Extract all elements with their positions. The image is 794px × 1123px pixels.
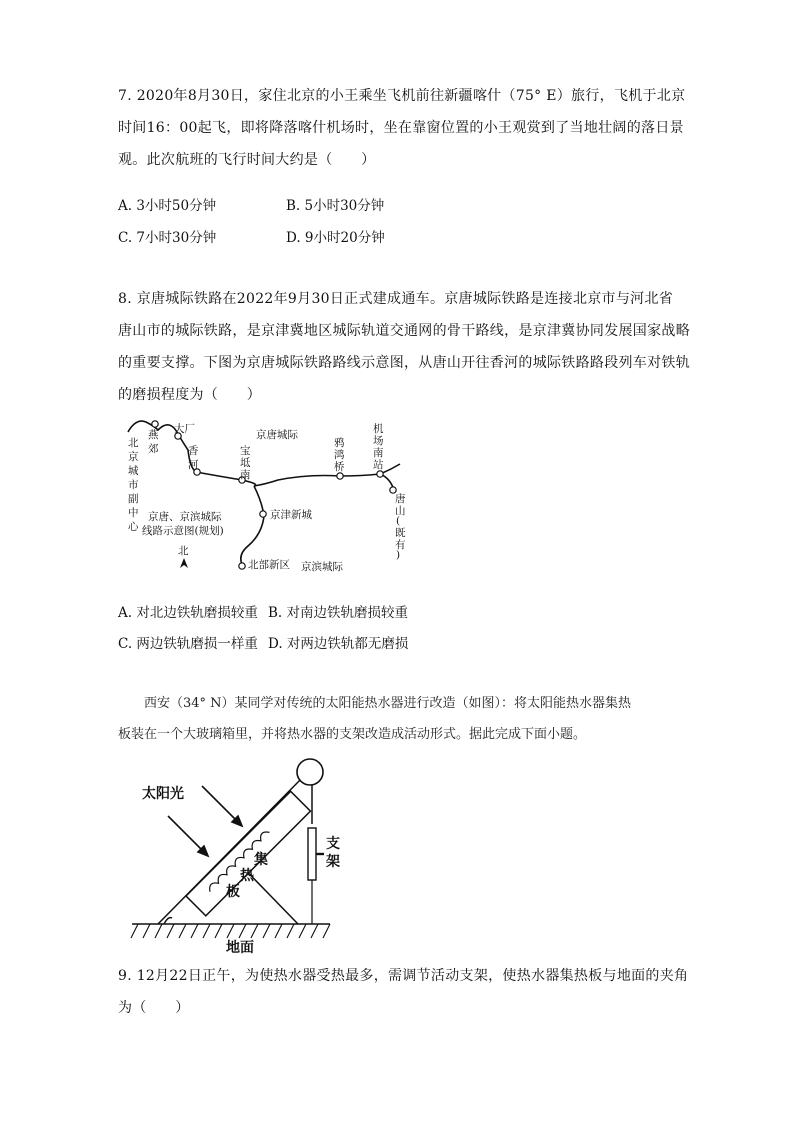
question-7-stem [118,80,688,176]
label-dachang: 大厂 [174,423,195,435]
question-9-intro-line-2: 板装在一个大玻璃箱里，并将热水器的支架改造成活动形式。据此完成下面小题。 [118,727,587,742]
label-tangshan-4: 既 [395,527,406,539]
label-jichang-2: 场 [373,435,384,447]
adjustable-support[interactable] [308,828,316,880]
label-yahongqiao-2: 鸿 [334,449,345,461]
label-tangshan-3: ( [396,515,401,527]
label-jichang-1: 机 [373,423,384,435]
solar-heater-diagram [128,756,348,956]
label-ban: 板 [226,884,240,900]
label-tangshan-5: 有 [395,539,406,551]
pulley-wheel [297,759,323,785]
map-labels [128,422,406,573]
station-jingjin-xincheng [260,511,266,517]
question-8-line-2: 唐山市的城际铁路，是京津冀地区城际轨道交通网的骨干路线，是京津冀协同发展国家战略 [118,323,690,339]
label-beijing-1: 北 [128,437,139,449]
label-sunlight: 太阳光 [142,786,184,802]
label-beijing-5: 副 [128,493,139,505]
label-beibu-xinqu: 北部新区 [248,559,290,571]
label-beijing-6: 中 [128,507,139,519]
label-baodi-1: 宝 [240,445,251,457]
question-7-option-b[interactable]: B. 5小时30分钟 [286,198,385,214]
label-xianghe-2: 河 [188,459,199,471]
label-yahongqiao-1: 鸦 [334,437,345,449]
station-jichang-nan [377,471,383,477]
railway-lines [128,421,400,568]
question-8-option-b[interactable]: B. 对南边铁轨磨损较重 [268,605,409,621]
station-beibu-xinqu [239,563,245,569]
question-8-option-d[interactable]: D. 对两边铁轨都无磨损 [268,636,409,652]
question-8-stem [118,283,688,411]
label-yanjiao-1: 燕 [148,429,159,441]
question-9-line-1: 9. 12月22日正午，为使热水器受热最多，需调节活动支架，使热水器集热板与地面的夹角 [118,968,689,984]
label-baodi-2: 坻 [240,457,251,469]
label-tangshan-2: 山 [395,505,406,517]
question-8-option-a[interactable]: A. 对北边铁轨磨损较重 [118,605,258,621]
label-jingtang-intercity: 京唐城际 [256,429,298,441]
label-north: 北 [178,545,189,557]
question-9-intro-line-1: 西安（34° N）某同学对传统的太阳能热水器进行改造（如图）：将太阳能热水器集热 [118,696,632,711]
station-yahongqiao [337,473,343,479]
label-legend-line-2: 线路示意图(规划) [142,525,224,537]
label-jingjin-xincheng: 京津新城 [270,509,312,521]
question-9-line-2: 为（ ） [118,1000,190,1016]
label-yanjiao-2: 郊 [148,443,159,455]
question-7-line-3: 观。此次航班的飞行时间大约是（ ） [118,152,376,168]
label-re: 热 [240,868,254,884]
label-yahongqiao-3: 桥 [334,461,345,473]
label-baodi-3: 南 [240,469,251,481]
label-beijing-3: 城 [128,465,139,477]
question-8-line-3: 的重要支撑。下图为京唐城际铁路路线示意图，从唐山开往香河的城际铁路路段列车对铁轨 [118,355,690,371]
question-8-line-1: 8. 京唐城际铁路在2022年9月30日正式建成通车。京唐城际铁路是连接北京市与河北省 [118,291,674,307]
label-ji: 集 [254,852,268,868]
question-7-line-2: 时间16：00起飞，即将降落喀什机场时，坐在靠窗位置的小王观赏到了当地壮阔的落日景 [118,120,684,136]
station-yanjiao [152,421,158,427]
label-xianghe-1: 香 [188,445,199,457]
label-jingbin-intercity: 京滨城际 [301,561,343,573]
label-beijing-2: 京 [128,451,139,463]
question-8-option-c[interactable]: C. 两边铁轨磨损一样重 [118,636,258,652]
question-7-option-c[interactable]: C. 7小时30分钟 [118,230,217,246]
question-9-stem [118,960,688,1024]
question-7-option-d[interactable]: D. 9小时20分钟 [286,230,385,246]
label-zhi: 支 [326,836,340,852]
north-arrow-icon [180,558,188,568]
label-legend-line-1: 京唐、京滨城际 [148,511,222,523]
question-7-line-1: 7. 2020年8月30日，家住北京的小王乘坐飞机前往新疆喀什（75° E）旅行，飞机于北京 [118,88,686,104]
label-jia: 架 [326,854,340,870]
label-beijing-7: 心 [128,521,139,533]
ground-hatching [131,924,330,938]
label-tangshan-6: ) [396,549,401,561]
question-7-option-a[interactable]: A. 3小时50分钟 [118,198,217,214]
label-jichang-3: 南 [373,447,384,459]
question-9-intro [118,688,698,750]
railway-route-map [118,410,418,586]
label-ground: 地面 [226,940,254,956]
label-tangshan-1: 唐 [395,493,406,505]
label-jichang-4: 站 [373,459,384,471]
label-beijing-4: 市 [128,479,139,491]
question-8-line-4: 的磨损程度为（ ） [118,387,261,403]
